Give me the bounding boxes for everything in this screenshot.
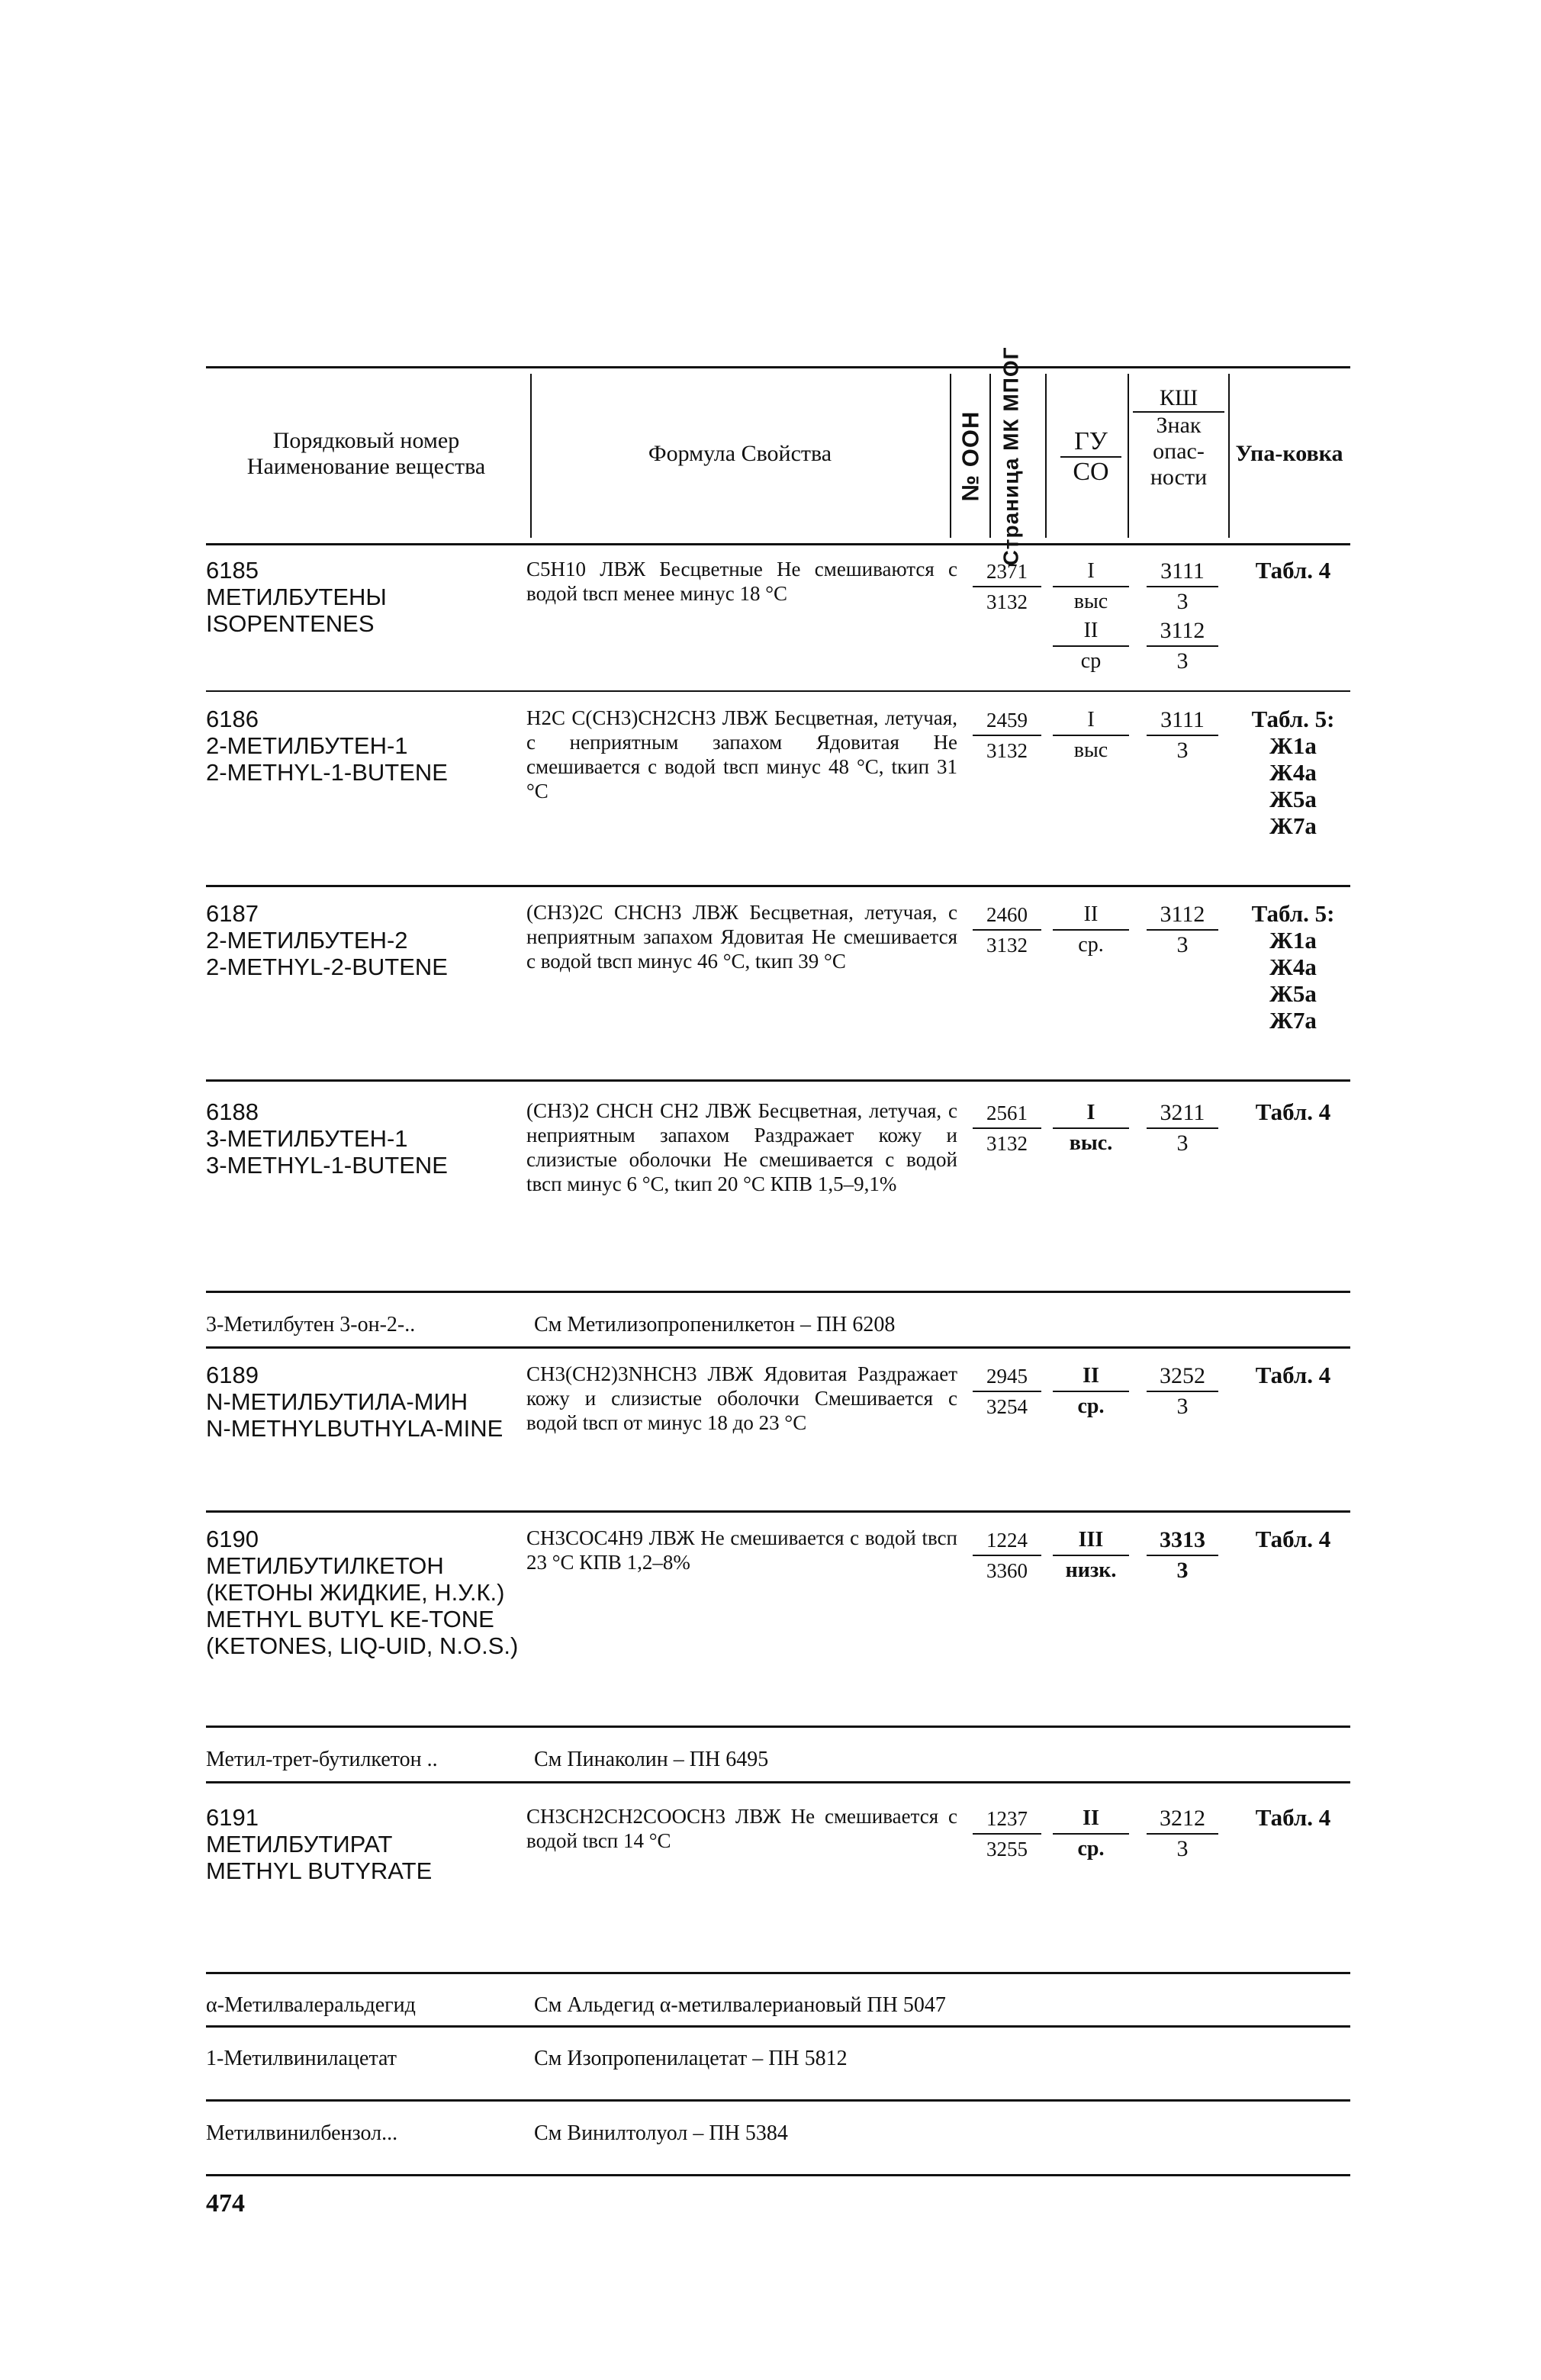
entry-un: 2371 3132 [973, 557, 1041, 616]
xref-target: См Альдегид α-метилвалериановый ПН 5047 [534, 1993, 946, 2017]
entry-properties: C5H10 ЛВЖ Бесцветные Не смешиваются с водой tвсп менее минус 18 °C [526, 558, 957, 605]
entry-gu: I выс. [1053, 1098, 1129, 1158]
entry-un: 1224 3360 [973, 1526, 1041, 1585]
entry-rule [206, 1079, 1350, 1082]
entry-gu: I выс II ср [1053, 557, 1129, 676]
entry-ksh: 3252 3 [1133, 1362, 1232, 1421]
entry-rule [206, 1972, 1350, 1974]
xref-term: Метилвинилбензол... [206, 2121, 398, 2145]
entry-rule [206, 2099, 1350, 2102]
header-name: Порядковый номер Наименование вещества [246, 428, 486, 479]
xref-term: 1-Метилвинилацетат [206, 2047, 397, 2070]
entry-pack: Табл. 4 [1255, 1362, 1331, 1388]
entry-rule [206, 690, 1350, 692]
header-formula: Формула Свойства [648, 441, 832, 466]
entry-un: 2945 3254 [973, 1362, 1041, 1421]
entry-gu: II ср. [1053, 900, 1129, 960]
entry-ksh: 3111 3 [1133, 706, 1232, 765]
entry-un: 2460 3132 [973, 900, 1041, 960]
entry-name: 6186 2-МЕТИЛБУТЕН-1 2-METHYL-1-BUTENE [206, 706, 448, 786]
entry-gu: II ср. [1053, 1804, 1129, 1864]
entry-pack: Табл. 5: Ж1а Ж4а Ж5а Ж7а [1251, 706, 1335, 839]
entry-rule [206, 1726, 1350, 1728]
xref-target: См Пинаколин – ПН 6495 [534, 1748, 769, 1771]
entry-pack: Табл. 4 [1255, 1098, 1331, 1125]
entry-rule [206, 1346, 1350, 1349]
document-page [206, 0, 1350, 2380]
entry-pack: Табл. 4 [1255, 1526, 1331, 1552]
entry-rule [206, 885, 1350, 887]
entry-properties: (CH3)2C CHCH3 ЛВЖ Бесцветная, летучая, с неприятным запахом Ядовитая Не смешивается с водой tвсп минус 46 °C, tкип 39 °C [526, 901, 957, 973]
entry-properties: CH3COC4H9 ЛВЖ Не смешивается с водой tвсп 23 °C КПВ 1,2–8% [526, 1526, 957, 1574]
entry-name: 6187 2-МЕТИЛБУТЕН-2 2-METHYL-2-BUTENE [206, 900, 448, 980]
header-divider [950, 374, 951, 538]
xref-term: 3-Метилбутен 3-он-2-.. [206, 1313, 416, 1336]
header-divider [1128, 374, 1129, 538]
entry-gu: III низк. [1053, 1526, 1129, 1585]
entry-name: 6188 3-МЕТИЛБУТЕН-1 3-METHYL-1-BUTENE [206, 1098, 448, 1179]
entry-properties: H2C C(CH3)CH2CH3 ЛВЖ Бесцветная, летучая, с неприятным запахом Ядовитая Не смешивается с водой tвсп минус 48 °C, tкип 31 °C [526, 706, 957, 802]
header-bottom-rule [206, 543, 1350, 545]
header-pack: Упа-ковка [1235, 441, 1343, 466]
entry-pack: Табл. 4 [1255, 557, 1331, 584]
xref-term: α-Метилвалеральдегид [206, 1993, 416, 2017]
entry-rule [206, 2174, 1350, 2176]
header-gu: ГУ СО [1060, 427, 1121, 487]
entry-ksh: 3111 3 3112 3 [1133, 557, 1232, 676]
entry-ksh: 3212 3 [1133, 1804, 1232, 1864]
entry-rule [206, 2025, 1350, 2028]
xref-target: См Винилтолуол – ПН 5384 [534, 2121, 788, 2145]
entry-rule [206, 1781, 1350, 1783]
entry-ksh: 3211 3 [1133, 1098, 1232, 1158]
header-divider [1045, 374, 1047, 538]
entry-gu: II ср. [1053, 1362, 1129, 1421]
entry-ksh: 3313 3 [1133, 1526, 1232, 1585]
entry-name: 6190 МЕТИЛБУТИЛКЕТОН (КЕТОНЫ ЖИДКИЕ, Н.У.К.) METHYL BUTYL KE-TONE (KETONES, LIQ-UID, N.O.S.) [206, 1526, 519, 1659]
entry-name: 6185 МЕТИЛБУТЕНЫ ISOPENTENES [206, 557, 387, 637]
xref-target: См Изопропенилацетат – ПН 5812 [534, 2047, 848, 2070]
header-page: Страница МК МПОГ [999, 346, 1022, 565]
entry-pack: Табл. 5: Ж1а Ж4а Ж5а Ж7а [1251, 900, 1335, 1034]
page-number: 474 [206, 2189, 245, 2218]
entry-properties: CH3CH2CH2COOCH3 ЛВЖ Не смешивается с водой tвсп 14 °C [526, 1805, 957, 1852]
header-un: № ООН [957, 410, 984, 501]
header-ksh: КШ Знак опас-ности [1133, 385, 1224, 490]
header-divider [1228, 374, 1230, 538]
entry-un: 2459 3132 [973, 706, 1041, 765]
header-divider [530, 374, 532, 538]
entry-un: 2561 3132 [973, 1098, 1041, 1158]
xref-term: Метил-трет-бутилкетон .. [206, 1748, 438, 1771]
entry-name: 6189 N-МЕТИЛБУТИЛА-МИН N-METHYLBUTHYLA-MINE [206, 1362, 503, 1442]
entry-rule [206, 1291, 1350, 1293]
entry-rule [206, 1510, 1350, 1513]
entry-un: 1237 3255 [973, 1804, 1041, 1864]
entry-pack: Табл. 4 [1255, 1804, 1331, 1831]
entry-gu: I выс [1053, 706, 1129, 765]
header-pack-wrap [1232, 366, 1346, 542]
entry-properties: (CH3)2 CHCH CH2 ЛВЖ Бесцветная, летучая, с неприятным запахом Раздражает кожу и слизистые оболочки Не смешивается с водой tвсп минус 6 °C, tкип 20 °C КПВ 1,5–9,1% [526, 1099, 957, 1195]
xref-target: См Метилизопропенилкетон – ПН 6208 [534, 1313, 896, 1336]
header-divider [989, 374, 991, 538]
entry-name: 6191 МЕТИЛБУТИРАТ METHYL BUTYRATE [206, 1804, 433, 1884]
entry-ksh: 3112 3 [1133, 900, 1232, 960]
entry-properties: CH3(CH2)3NHCH3 ЛВЖ Ядовитая Раздражает кожу и слизистые оболочки Смешивается с водой tвсп от минус 18 до 23 °C [526, 1362, 957, 1434]
